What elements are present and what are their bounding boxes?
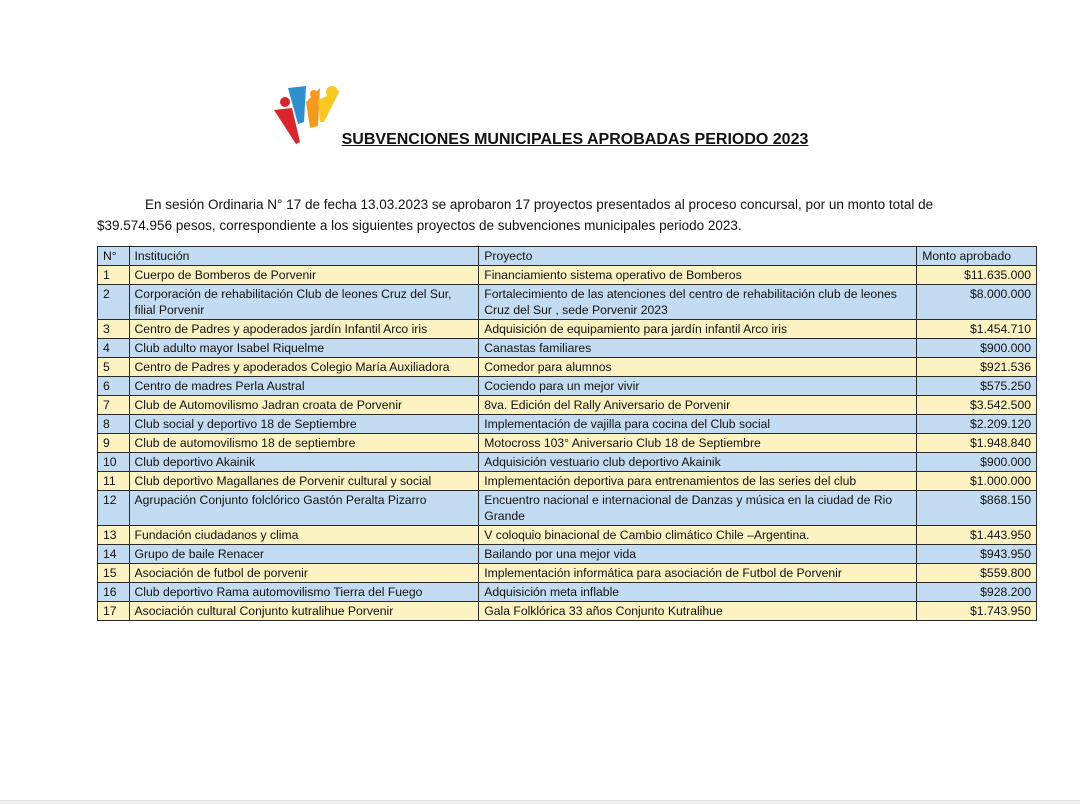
row-institution: Asociación cultural Conjunto kutralihue Porvenir <box>129 602 479 621</box>
table-row <box>98 285 1037 320</box>
row-number: 15 <box>98 564 130 583</box>
row-number: 14 <box>98 545 130 564</box>
row-project: Implementación de vajilla para cocina del Club social <box>479 415 917 434</box>
intro-text: En sesión Ordinaria N° 17 de fecha 13.03.2023 se aprobaron 17 proyectos presentados al proceso concursal, por un monto total de $39.574.956 pesos, correspondiente a los siguientes proyectos de subvenciones municipales periodo 2023. <box>97 197 934 233</box>
page-bottom-edge <box>0 800 1080 804</box>
row-amount: $900.000 <box>917 339 1037 358</box>
row-amount: $900.000 <box>917 453 1037 472</box>
header-number: N° <box>98 247 130 266</box>
table-row <box>98 472 1037 491</box>
table-row <box>98 602 1037 621</box>
table-row <box>98 358 1037 377</box>
row-institution: Corporación de rehabilitación Club de leones Cruz del Sur, filial Porvenir <box>129 285 479 320</box>
row-project: V coloquio binacional de Cambio climático Chile –Argentina. <box>479 526 917 545</box>
row-amount: $11.635.000 <box>917 266 1037 285</box>
intro-paragraph <box>97 194 953 236</box>
row-project: 8va. Edición del Rally Aniversario de Porvenir <box>479 396 917 415</box>
row-number: 9 <box>98 434 130 453</box>
row-institution: Club deportivo Rama automovilismo Tierra del Fuego <box>129 583 479 602</box>
row-amount: $1.948.840 <box>917 434 1037 453</box>
row-project: Fortalecimiento de las atenciones del centro de rehabilitación club de leones Cruz del Sur , sede Porvenir 2023 <box>479 285 917 320</box>
row-institution: Fundación ciudadanos y clima <box>129 526 479 545</box>
row-amount: $943.950 <box>917 545 1037 564</box>
table-row <box>98 545 1037 564</box>
row-institution: Club de Automovilismo Jadran croata de Porvenir <box>129 396 479 415</box>
table-row <box>98 583 1037 602</box>
header-project: Proyecto <box>479 247 917 266</box>
table-row <box>98 266 1037 285</box>
table-row <box>98 396 1037 415</box>
table-row <box>98 320 1037 339</box>
row-project: Canastas familiares <box>479 339 917 358</box>
row-amount: $921.536 <box>917 358 1037 377</box>
row-institution: Asociación de futbol de porvenir <box>129 564 479 583</box>
table-row <box>98 453 1037 472</box>
row-amount: $1.743.950 <box>917 602 1037 621</box>
row-institution: Centro de Padres y apoderados jardín Infantil Arco iris <box>129 320 479 339</box>
table-row <box>98 339 1037 358</box>
row-number: 17 <box>98 602 130 621</box>
row-institution: Grupo de baile Renacer <box>129 545 479 564</box>
table-header-row <box>98 247 1037 266</box>
row-number: 2 <box>98 285 130 320</box>
row-project: Adquisición meta inflable <box>479 583 917 602</box>
row-amount: $868.150 <box>917 491 1037 526</box>
row-number: 4 <box>98 339 130 358</box>
row-institution: Club deportivo Magallanes de Porvenir cultural y social <box>129 472 479 491</box>
row-institution: Club deportivo Akainik <box>129 453 479 472</box>
header-institution: Institución <box>129 247 479 266</box>
row-amount: $3.542.500 <box>917 396 1037 415</box>
row-project: Implementación deportiva para entrenamientos de las series del club <box>479 472 917 491</box>
subsidies-table <box>97 246 1037 621</box>
row-institution: Club social y deportivo 18 de Septiembre <box>129 415 479 434</box>
header-amount: Monto aprobado <box>917 247 1037 266</box>
table-row <box>98 526 1037 545</box>
row-institution: Club adulto mayor Isabel Riquelme <box>129 339 479 358</box>
row-project: Encuentro nacional e internacional de Danzas y música en la ciudad de Rio Grande <box>479 491 917 526</box>
table-row <box>98 377 1037 396</box>
row-number: 7 <box>98 396 130 415</box>
row-project: Adquisición de equipamiento para jardín infantil Arco iris <box>479 320 917 339</box>
row-number: 13 <box>98 526 130 545</box>
row-project: Bailando por una mejor vida <box>479 545 917 564</box>
row-project: Comedor para alumnos <box>479 358 917 377</box>
row-number: 10 <box>98 453 130 472</box>
row-number: 8 <box>98 415 130 434</box>
table-row <box>98 434 1037 453</box>
row-number: 12 <box>98 491 130 526</box>
row-amount: $1.443.950 <box>917 526 1037 545</box>
table-row <box>98 415 1037 434</box>
page-title: SUBVENCIONES MUNICIPALES APROBADAS PERIODO 2023 <box>341 131 809 148</box>
row-amount: $1.000.000 <box>917 472 1037 491</box>
row-institution: Club de automovilismo 18 de septiembre <box>129 434 479 453</box>
row-number: 11 <box>98 472 130 491</box>
row-amount: $575.250 <box>917 377 1037 396</box>
row-project: Motocross 103° Aniversario Club 18 de Septiembre <box>479 434 917 453</box>
row-number: 6 <box>98 377 130 396</box>
row-project: Adquisición vestuario club deportivo Akainik <box>479 453 917 472</box>
row-project: Cociendo para un mejor vivir <box>479 377 917 396</box>
row-number: 3 <box>98 320 130 339</box>
row-amount: $2.209.120 <box>917 415 1037 434</box>
row-amount: $928.200 <box>917 583 1037 602</box>
table-row <box>98 564 1037 583</box>
row-amount: $1.454.710 <box>917 320 1037 339</box>
row-number: 16 <box>98 583 130 602</box>
row-institution: Cuerpo de Bomberos de Porvenir <box>129 266 479 285</box>
row-number: 1 <box>98 266 130 285</box>
row-number: 5 <box>98 358 130 377</box>
row-amount: $8.000.000 <box>917 285 1037 320</box>
row-amount: $559.800 <box>917 564 1037 583</box>
row-institution: Agrupación Conjunto folclórico Gastón Peralta Pizarro <box>129 491 479 526</box>
row-institution: Centro de Padres y apoderados Colegio María Auxiliadora <box>129 358 479 377</box>
table-row <box>98 491 1037 526</box>
row-project: Gala Folklórica 33 años Conjunto Kutralihue <box>479 602 917 621</box>
row-project: Financiamiento sistema operativo de Bomberos <box>479 266 917 285</box>
row-project: Implementación informática para asociación de Futbol de Porvenir <box>479 564 917 583</box>
row-institution: Centro de madres Perla Austral <box>129 377 479 396</box>
